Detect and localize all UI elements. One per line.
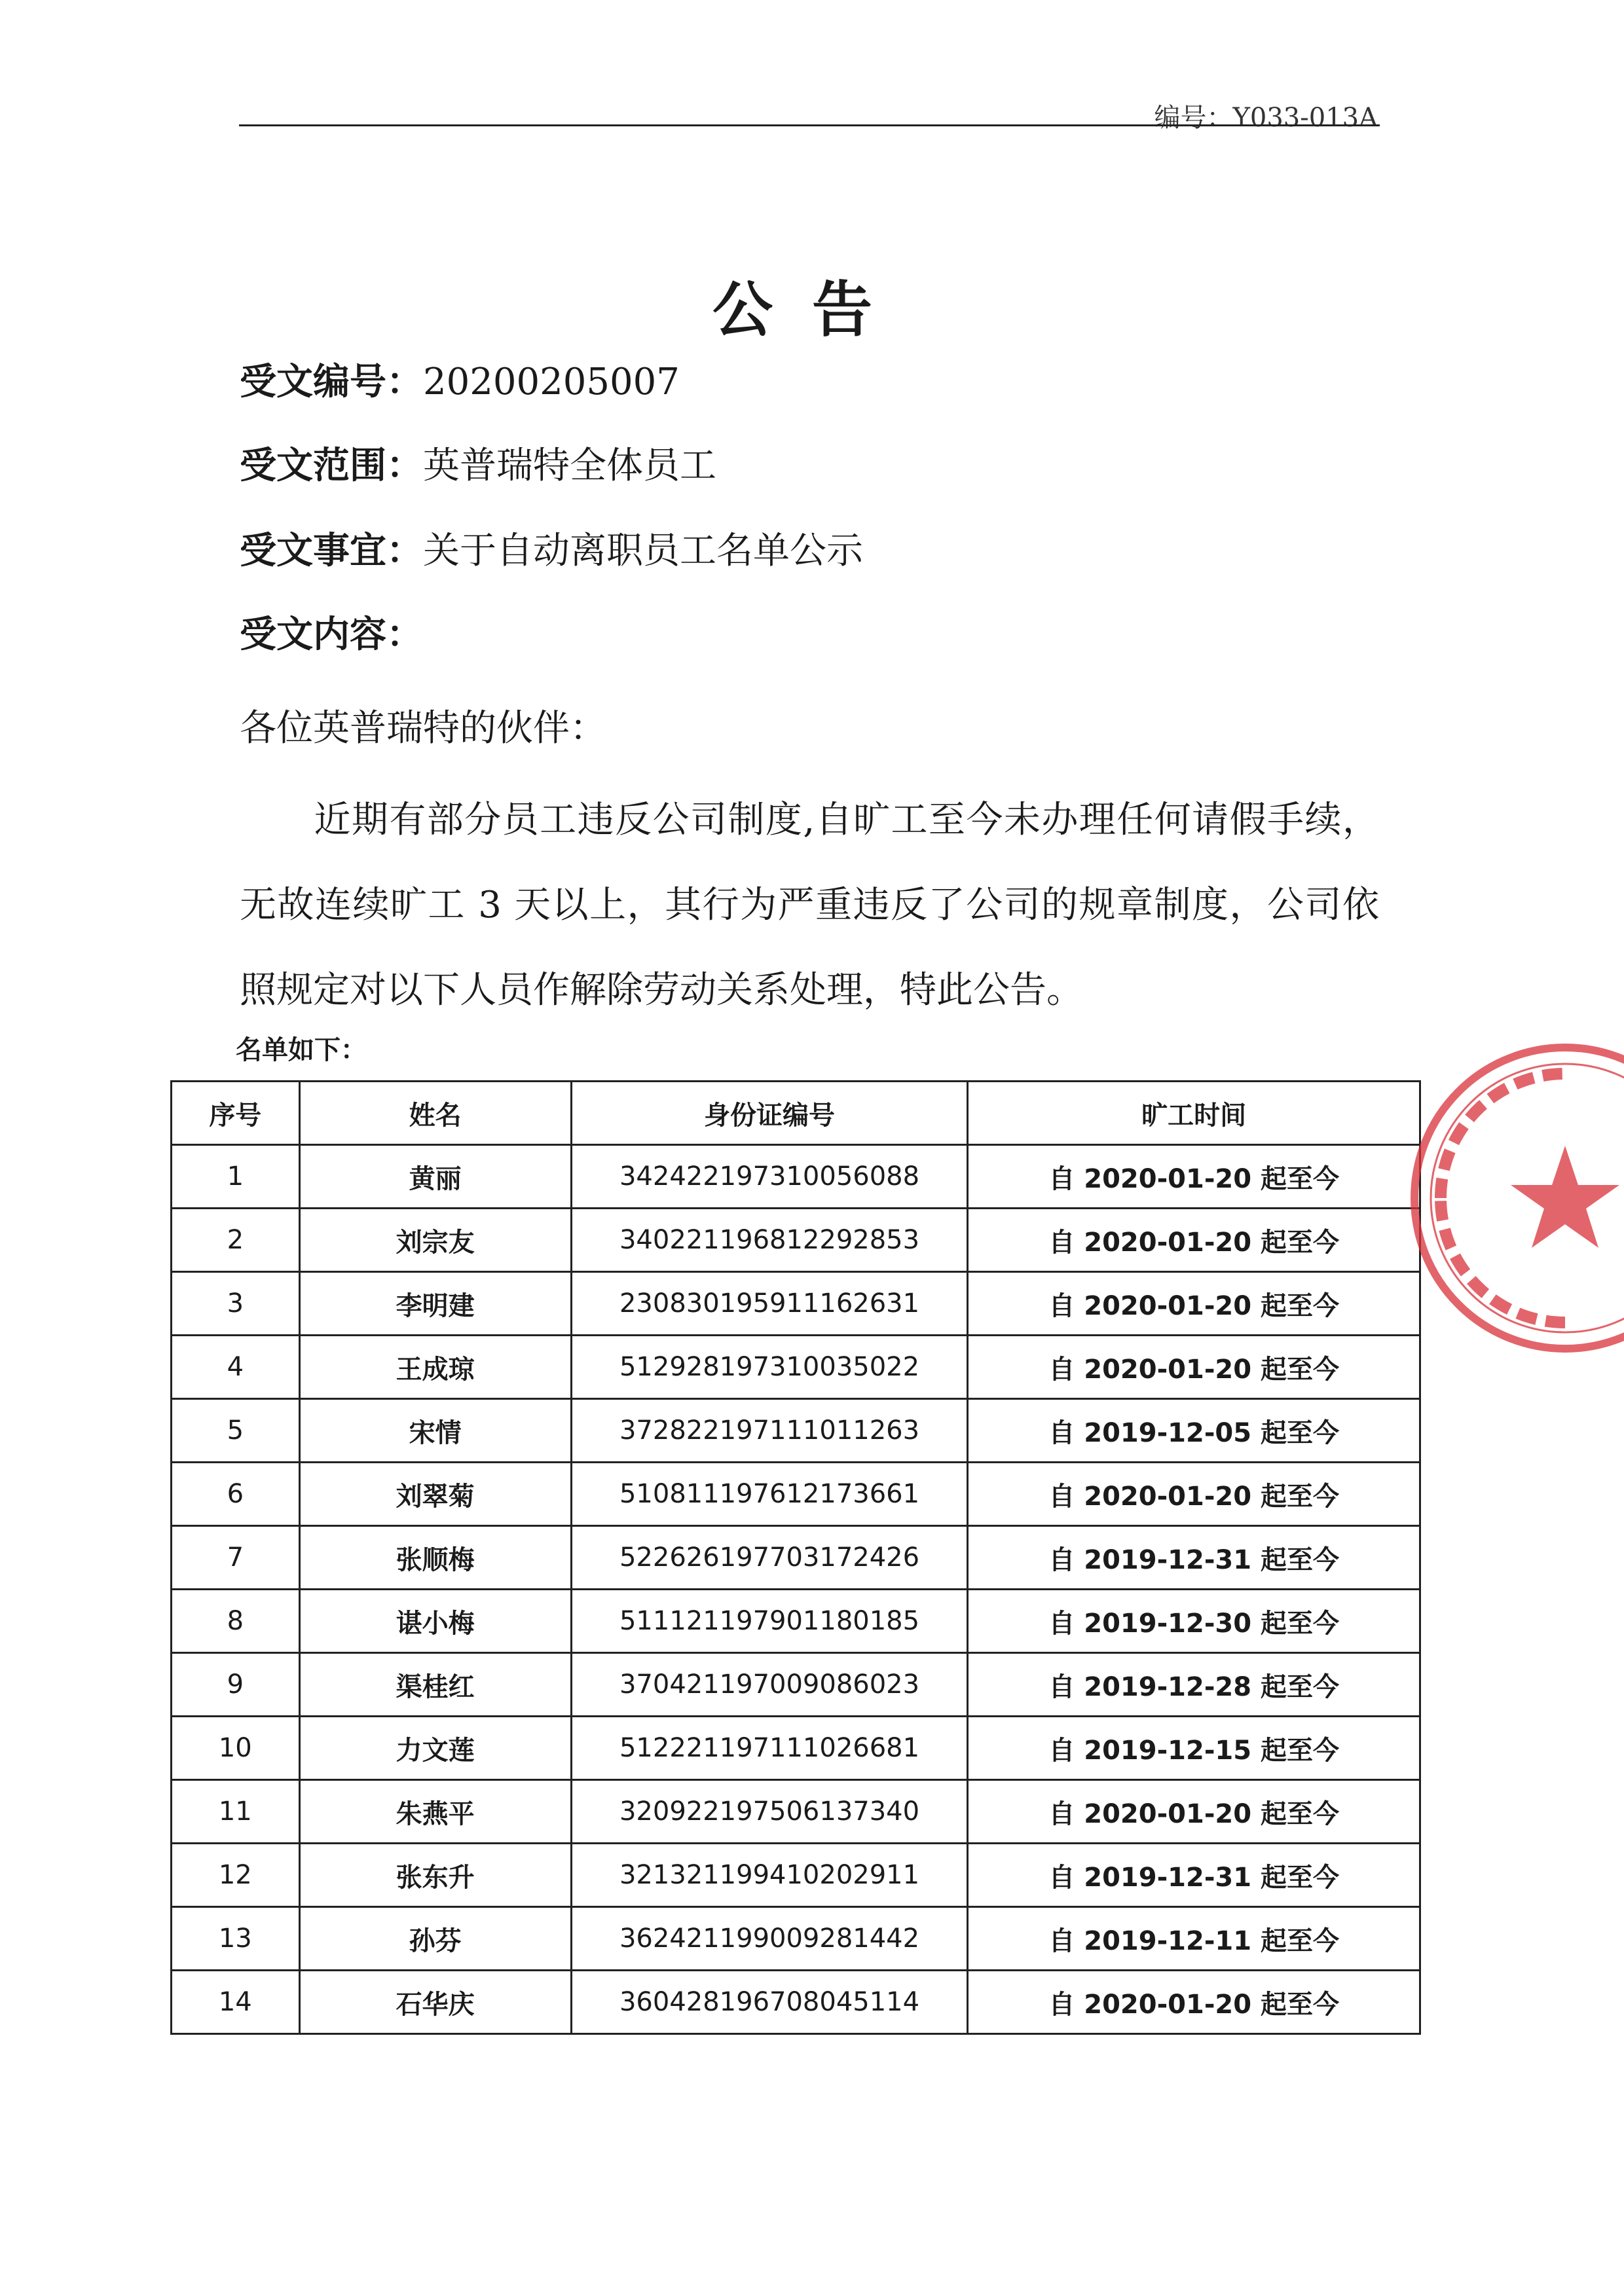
row-index: 7 xyxy=(172,1526,300,1590)
employee-name: 宋情 xyxy=(299,1399,571,1463)
field-doc-number xyxy=(240,359,680,406)
row-index: 4 xyxy=(172,1336,300,1399)
table-row xyxy=(172,1336,1420,1399)
header-id-number: 身份证编号 xyxy=(571,1082,968,1145)
row-index: 3 xyxy=(172,1272,300,1336)
id-number: 340221196812292853 xyxy=(571,1209,968,1272)
greeting: 各位英普瑞特的伙伴： xyxy=(240,707,606,750)
table-row xyxy=(172,1590,1420,1653)
absence-time: 自 2019-12-05 起至今 xyxy=(968,1399,1420,1463)
absence-time: 自 2020-01-20 起至今 xyxy=(968,1272,1420,1336)
absence-time: 自 2019-12-31 起至今 xyxy=(968,1844,1420,1907)
employee-name: 张东升 xyxy=(299,1844,571,1907)
table-row xyxy=(172,1272,1420,1336)
absence-time: 自 2019-12-15 起至今 xyxy=(968,1717,1420,1780)
employee-name: 力文莲 xyxy=(299,1717,571,1780)
field-label: 受文事宜： xyxy=(240,530,423,572)
employee-name: 李明建 xyxy=(299,1272,571,1336)
row-index: 8 xyxy=(172,1590,300,1653)
id-number: 362421199009281442 xyxy=(571,1907,968,1971)
page-title: 公告 xyxy=(712,275,912,345)
absence-time: 自 2020-01-20 起至今 xyxy=(968,1336,1420,1399)
employee-name: 黄丽 xyxy=(299,1145,571,1209)
row-index: 9 xyxy=(172,1653,300,1717)
table-row xyxy=(172,1907,1420,1971)
row-index: 14 xyxy=(172,1971,300,2034)
id-number: 230830195911162631 xyxy=(571,1272,968,1336)
row-index: 12 xyxy=(172,1844,300,1907)
employee-name: 谌小梅 xyxy=(299,1590,571,1653)
row-index: 1 xyxy=(172,1145,300,1209)
field-content xyxy=(240,611,423,659)
document-code: 编号：Y033-013A xyxy=(1154,103,1378,133)
id-number: 512221197111026681 xyxy=(571,1717,968,1780)
absence-time: 自 2020-01-20 起至今 xyxy=(968,1145,1420,1209)
row-index: 13 xyxy=(172,1907,300,1971)
table-row xyxy=(172,1209,1420,1272)
absence-time: 自 2020-01-20 起至今 xyxy=(968,1971,1420,2034)
table-row xyxy=(172,1145,1420,1209)
field-label: 受文编号： xyxy=(240,361,423,403)
absence-time: 自 2019-12-11 起至今 xyxy=(968,1907,1420,1971)
field-subject xyxy=(240,528,863,575)
table-row xyxy=(172,1463,1420,1526)
field-label: 受文内容： xyxy=(240,613,423,656)
table-row xyxy=(172,1399,1420,1463)
field-scope xyxy=(240,443,716,490)
id-number: 522626197703172426 xyxy=(571,1526,968,1590)
employee-name: 朱燕平 xyxy=(299,1780,571,1844)
id-number: 321321199410202911 xyxy=(571,1844,968,1907)
employee-name: 刘宗友 xyxy=(299,1209,571,1272)
table-row xyxy=(172,1844,1420,1907)
seal-star-icon xyxy=(1511,1146,1619,1248)
row-index: 5 xyxy=(172,1399,300,1463)
id-number: 372822197111011263 xyxy=(571,1399,968,1463)
row-index: 6 xyxy=(172,1463,300,1526)
id-number: 360428196708045114 xyxy=(571,1971,968,2034)
field-value: 关于自动离职员工名单公示 xyxy=(423,530,863,572)
absence-time: 自 2019-12-30 起至今 xyxy=(968,1590,1420,1653)
absence-time: 自 2020-01-20 起至今 xyxy=(968,1780,1420,1844)
body-paragraph xyxy=(240,778,1379,1033)
field-value: 20200205007 xyxy=(423,361,680,403)
table-row xyxy=(172,1780,1420,1844)
row-index: 2 xyxy=(172,1209,300,1272)
field-value: 英普瑞特全体员工 xyxy=(423,445,716,487)
employee-name: 王成琼 xyxy=(299,1336,571,1399)
table-row xyxy=(172,1717,1420,1780)
body-text: 近期有部分员工违反公司制度,自旷工至今未办理任何请假手续，无故连续旷工 3 天以上，其行为严重违反了公司的规章制度，公司依照规定对以下人员作解除劳动关系处理，特此公告。 xyxy=(240,799,1379,1011)
employee-name: 渠桂红 xyxy=(299,1653,571,1717)
id-number: 510811197612173661 xyxy=(571,1463,968,1526)
absence-time: 自 2019-12-31 起至今 xyxy=(968,1526,1420,1590)
absence-time: 自 2020-01-20 起至今 xyxy=(968,1463,1420,1526)
header-name: 姓名 xyxy=(299,1082,571,1145)
staff-table xyxy=(170,1080,1421,2035)
id-number: 511121197901180185 xyxy=(571,1590,968,1653)
absence-time: 自 2020-01-20 起至今 xyxy=(968,1209,1420,1272)
employee-name: 孙芬 xyxy=(299,1907,571,1971)
header-index: 序号 xyxy=(172,1082,300,1145)
table-row xyxy=(172,1971,1420,2034)
company-seal xyxy=(1401,1034,1624,1362)
table-row xyxy=(172,1526,1420,1590)
employee-name: 刘翠菊 xyxy=(299,1463,571,1526)
table-row xyxy=(172,1653,1420,1717)
id-number: 370421197009086023 xyxy=(571,1653,968,1717)
employee-name: 石华庆 xyxy=(299,1971,571,2034)
table-header-row xyxy=(172,1082,1420,1145)
id-number: 320922197506137340 xyxy=(571,1780,968,1844)
id-number: 342422197310056088 xyxy=(571,1145,968,1209)
header-rule xyxy=(239,124,1380,126)
row-index: 11 xyxy=(172,1780,300,1844)
header-absence-time: 旷工时间 xyxy=(968,1082,1420,1145)
list-label: 名单如下： xyxy=(236,1035,367,1065)
employee-name: 张顺梅 xyxy=(299,1526,571,1590)
absence-time: 自 2019-12-28 起至今 xyxy=(968,1653,1420,1717)
field-label: 受文范围： xyxy=(240,445,423,487)
id-number: 512928197310035022 xyxy=(571,1336,968,1399)
row-index: 10 xyxy=(172,1717,300,1780)
